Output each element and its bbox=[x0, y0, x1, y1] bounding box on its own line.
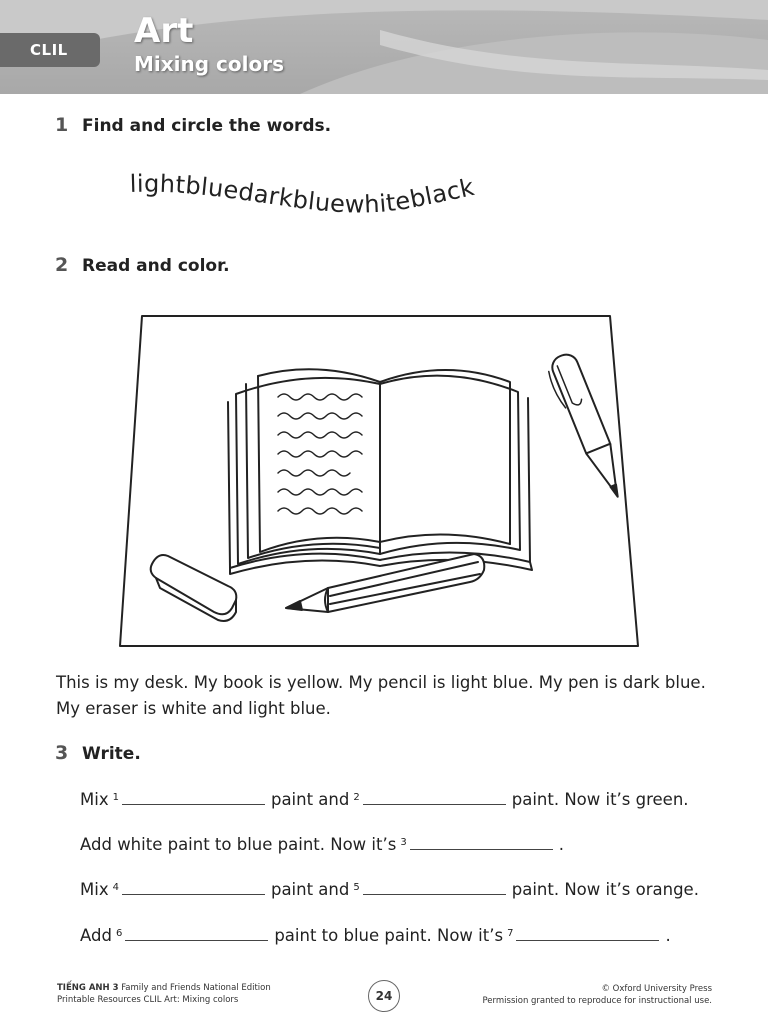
answer-blank-7[interactable] bbox=[516, 927, 659, 941]
section-number: 2 bbox=[55, 254, 69, 276]
line-text: Mix bbox=[80, 790, 109, 809]
write-line-4 bbox=[80, 926, 671, 945]
svg-text:lightbluedarkbluewhiteblack bbox=[129, 170, 476, 219]
footer-permission: Permission granted to reproduce for instructional use. bbox=[482, 996, 712, 1006]
answer-blank-6[interactable] bbox=[125, 927, 268, 941]
word-snake-text: lightbluedarkbluewhiteblack bbox=[129, 169, 477, 219]
write-line-1 bbox=[80, 790, 689, 809]
header-wave-decoration bbox=[0, 0, 768, 94]
answer-blank-3[interactable] bbox=[410, 836, 553, 850]
page-number: 24 bbox=[368, 980, 400, 1012]
blank-number: 3 bbox=[400, 837, 407, 848]
line-text: paint and bbox=[270, 790, 350, 809]
blank-number: 4 bbox=[112, 882, 119, 893]
blank-number: 2 bbox=[353, 792, 360, 803]
line-text: Add bbox=[80, 926, 112, 945]
answer-blank-5[interactable] bbox=[363, 881, 506, 895]
footer-right bbox=[482, 983, 712, 1007]
line-text: paint. Now it’s orange. bbox=[511, 880, 699, 899]
section-number: 3 bbox=[55, 742, 69, 764]
word-snake bbox=[120, 150, 540, 220]
answer-blank-2[interactable] bbox=[363, 791, 506, 805]
footer-book-name: TIẾNG ANH 3 bbox=[57, 983, 119, 993]
footer-resource: Printable Resources CLIL Art: Mixing colors bbox=[57, 995, 239, 1005]
pencil-drawing bbox=[286, 554, 484, 612]
write-line-2 bbox=[80, 835, 564, 854]
eraser-drawing bbox=[151, 555, 237, 621]
line-text: paint and bbox=[270, 880, 350, 899]
section-instruction: Write. bbox=[82, 744, 141, 764]
section-instruction: Read and color. bbox=[82, 256, 230, 276]
blank-number: 7 bbox=[507, 928, 514, 939]
blank-number: 5 bbox=[353, 882, 360, 893]
footer-edition-text: Family and Friends National Edition bbox=[118, 983, 271, 993]
line-text: paint to blue paint. Now it’s bbox=[274, 926, 504, 945]
blank-number: 1 bbox=[112, 792, 119, 803]
reading-paragraph: This is my desk. My book is yellow. My pencil is light blue. My pen is dark blue. My eraser is white and light blue. bbox=[56, 673, 706, 718]
answer-blank-4[interactable] bbox=[122, 881, 265, 895]
page-subtitle: Mixing colors bbox=[134, 52, 284, 76]
desk-illustration bbox=[118, 312, 643, 652]
line-text: . bbox=[558, 835, 564, 854]
page-header bbox=[0, 0, 768, 94]
line-text: Add white paint to blue paint. Now it’s bbox=[80, 835, 397, 854]
line-text: paint. Now it’s green. bbox=[511, 790, 689, 809]
footer-edition bbox=[57, 982, 271, 994]
line-text: Mix bbox=[80, 880, 109, 899]
page-title: Art bbox=[134, 11, 194, 51]
section-number: 1 bbox=[55, 114, 69, 136]
footer-copyright: © Oxford University Press bbox=[601, 984, 712, 994]
section-1-heading bbox=[55, 114, 331, 136]
section-3-heading bbox=[55, 742, 141, 764]
section-2-heading bbox=[55, 254, 230, 276]
answer-blank-1[interactable] bbox=[122, 791, 265, 805]
pen-drawing bbox=[544, 351, 630, 504]
section-instruction: Find and circle the words. bbox=[82, 116, 332, 136]
footer-left bbox=[57, 982, 271, 1006]
line-text: . bbox=[665, 926, 671, 945]
open-book-drawing bbox=[228, 369, 532, 574]
clil-tab: CLIL bbox=[0, 33, 100, 67]
write-line-3 bbox=[80, 880, 699, 899]
blank-number: 6 bbox=[115, 928, 123, 939]
